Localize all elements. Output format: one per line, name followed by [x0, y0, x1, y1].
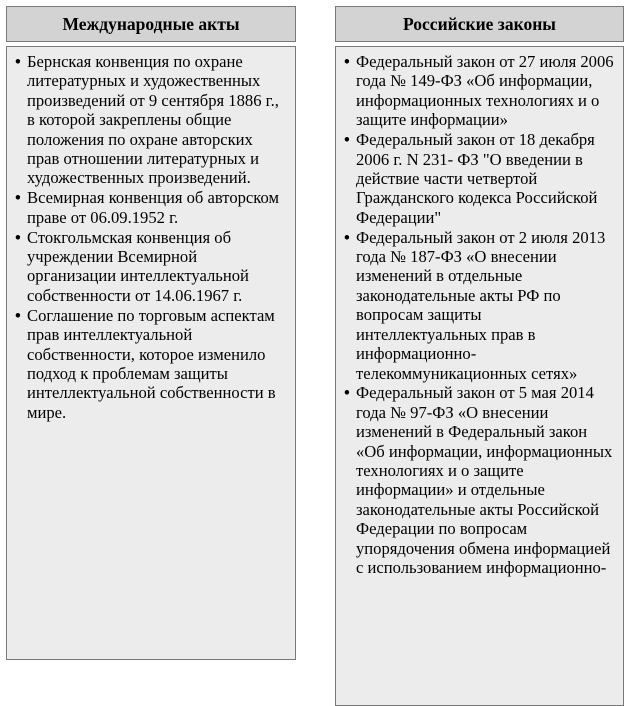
list-item: • Соглашение по торговым аспектам прав интеллектуальной собственности, которое изменило подход к проблемам защиты интеллектуальной собственности в мире. — [17, 306, 287, 422]
list-item: • Федеральный закон от 27 июля 2006 года № 149-ФЗ «Об информации, информационных технологиях и о защите информации» — [346, 52, 615, 130]
list-item: • Федеральный закон от 5 мая 2014 года № 97-ФЗ «О внесении изменений в Федеральный закон «Об информации, информационных технологиях и о защите информации» и отдельные законодательные акты Российской Федерации по вопросам упорядочения обмена информацией с использованием информационно- — [346, 383, 615, 577]
list-item: • Федеральный закон от 2 июля 2013 года № 187-ФЗ «О внесении изменений в отдельные законодательные акты РФ по вопросам защиты интеллектуальных прав в информационно-телекоммуникационных сетях» — [346, 228, 615, 383]
list-item: • Федеральный закон от 18 декабря 2006 г. N 231- ФЗ "О введении в действие части четвертой Гражданского кодекса Российской Федерации" — [346, 130, 615, 227]
list-item: • Бернская конвенция по охране литературных и художественных произведений от 9 сентября 1886 г., в которой закреплены общие положения по охране авторских прав отношении литературных и художественных произведений. — [17, 52, 287, 188]
russian-laws-header: Российские законы — [335, 6, 624, 42]
international-acts-header: Международные акты — [6, 6, 296, 42]
russian-laws-list-box — [335, 46, 624, 706]
list-item: • Стокгольмская конвенция об учреждении Всемирной организации интеллектуальной собственности от 14.06.1967 г. — [17, 228, 287, 306]
international-acts-list — [17, 52, 287, 422]
russian-laws-list — [346, 52, 615, 577]
list-item: • Всемирная конвенция об авторском праве от 06.09.1952 г. — [17, 188, 287, 227]
international-acts-column — [6, 6, 296, 660]
international-acts-list-box — [6, 46, 296, 660]
russian-laws-column — [335, 6, 624, 706]
